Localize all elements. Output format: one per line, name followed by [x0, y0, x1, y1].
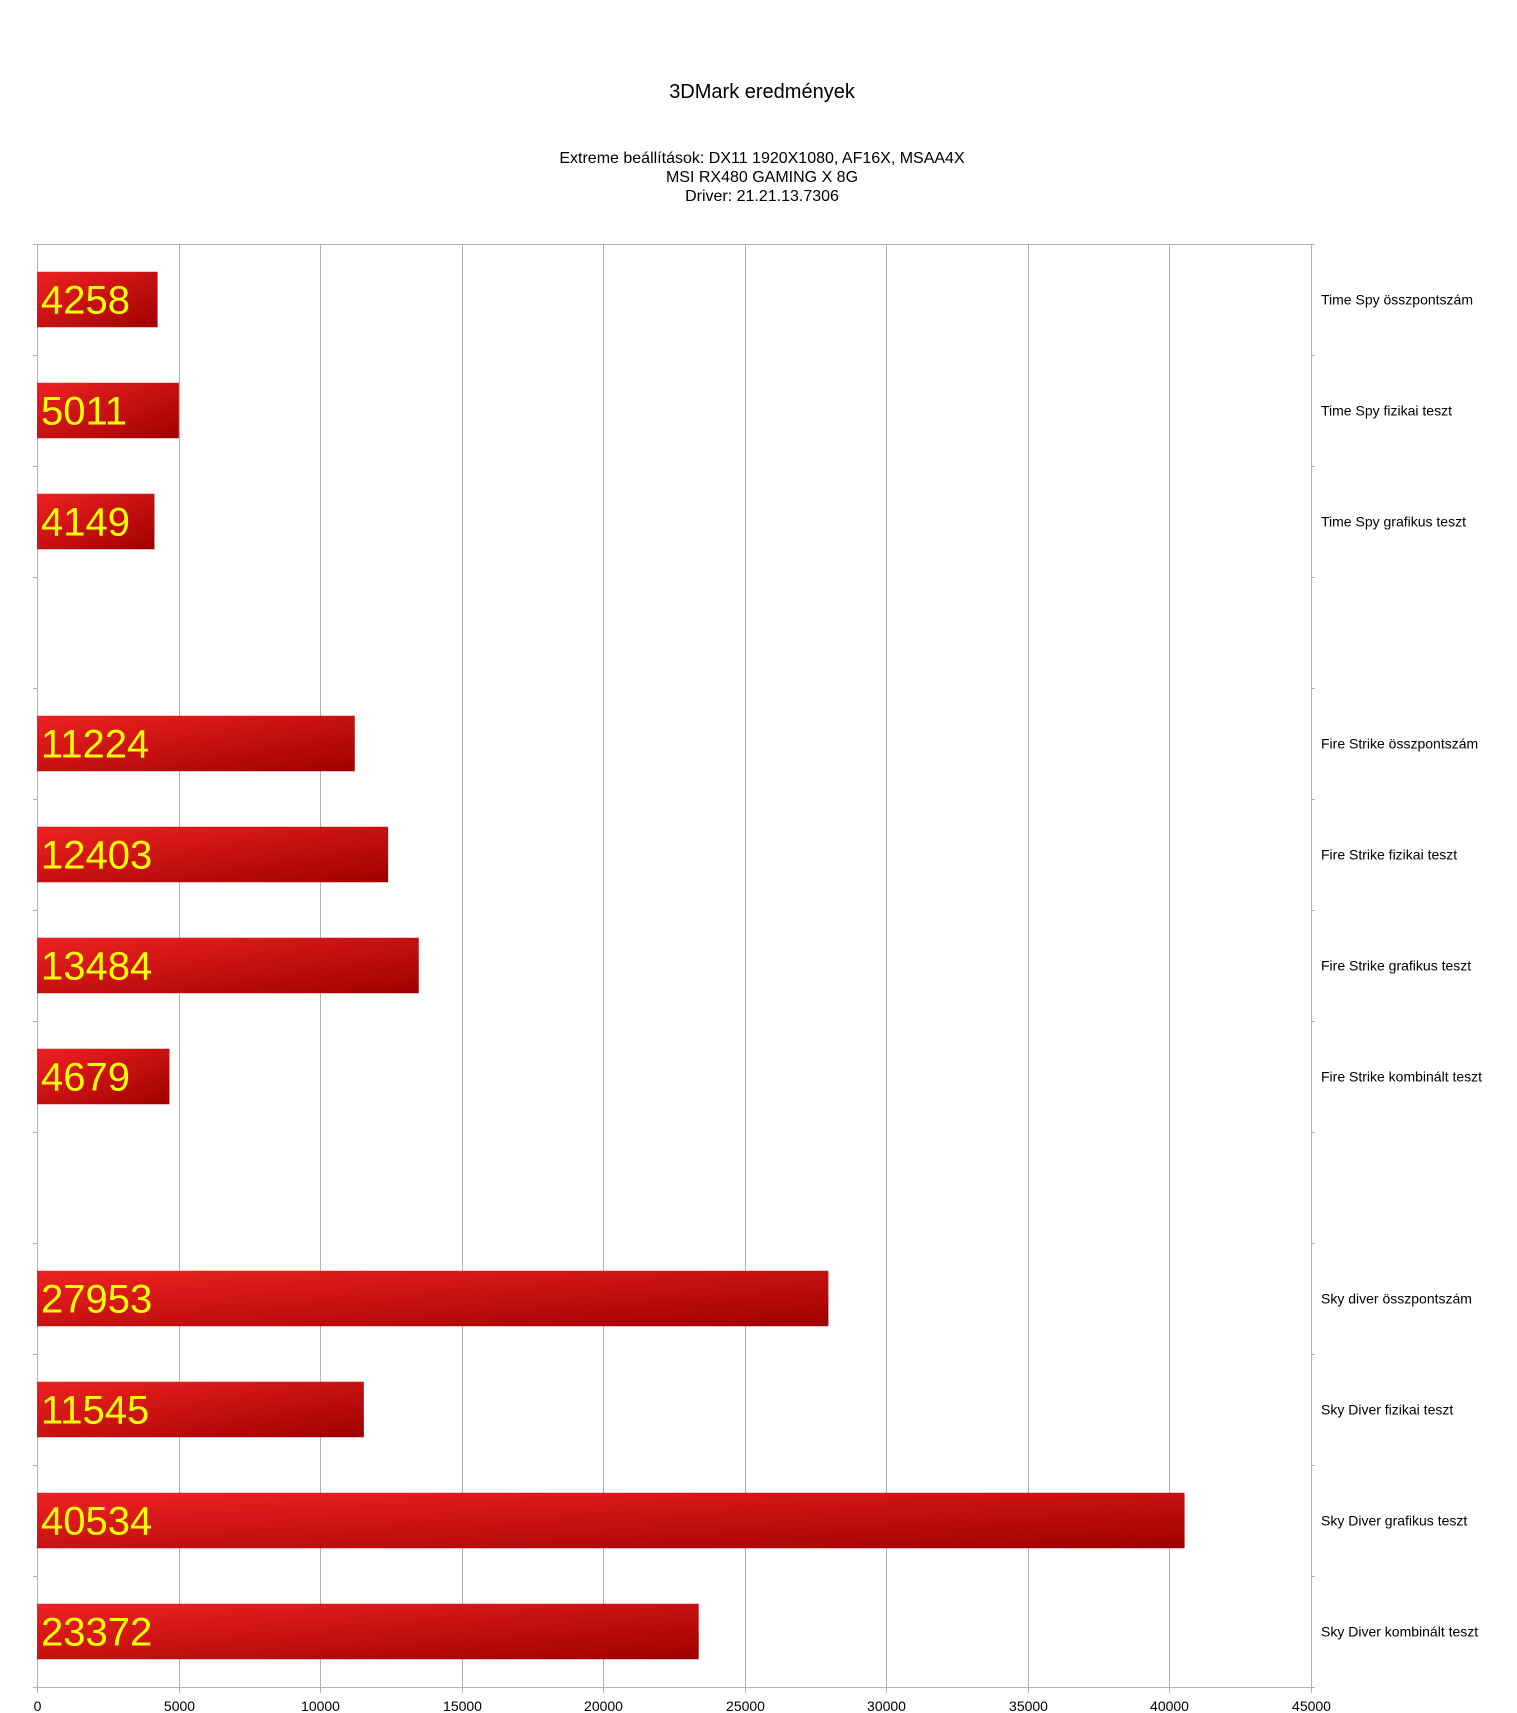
x-tick-label: 0 [33, 1698, 42, 1713]
x-tick-label: 10000 [301, 1698, 340, 1713]
bar [37, 1493, 1185, 1549]
category-label: Time Spy összpontszám [1321, 291, 1473, 308]
data-label: 27953 [41, 1277, 153, 1322]
category-label: Sky diver összpontszám [1321, 1290, 1472, 1307]
category-label: Fire Strike fizikai teszt [1321, 846, 1458, 863]
data-label: 12403 [41, 833, 153, 878]
x-tick-label: 45000 [1292, 1698, 1331, 1713]
data-label: 4258 [41, 278, 130, 323]
subtitle-line: Driver: 21.21.13.7306 [685, 188, 839, 205]
subtitle-line: MSI RX480 GAMING X 8G [665, 169, 859, 186]
x-tick-label: 30000 [867, 1698, 906, 1713]
category-label: Sky Diver fizikai teszt [1321, 1401, 1454, 1418]
data-label: 23372 [41, 1610, 153, 1655]
x-tick-label: 15000 [443, 1698, 482, 1713]
data-label: 13484 [41, 944, 153, 989]
bar-layer [37, 272, 1185, 1660]
chart-title: 3DMark eredmények [669, 81, 855, 103]
data-label: 5011 [41, 389, 128, 434]
data-label: 11224 [41, 722, 150, 767]
category-label: Fire Strike grafikus teszt [1321, 957, 1472, 974]
category-label: Fire Strike összpontszám [1321, 735, 1479, 752]
data-label: 4679 [41, 1055, 130, 1100]
subtitle-line: Extreme beállítások: DX11 1920X1080, AF16X, MSAA4X [559, 150, 965, 167]
data-label: 11545 [41, 1388, 150, 1433]
x-tick-label: 35000 [1009, 1698, 1048, 1713]
category-label: Fire Strike kombinált teszt [1321, 1068, 1483, 1085]
data-label: 4149 [41, 500, 130, 545]
x-tick-label: 5000 [163, 1698, 196, 1713]
x-tick-label: 25000 [726, 1698, 765, 1713]
category-label: Time Spy grafikus teszt [1321, 513, 1466, 530]
x-tick-label: 40000 [1150, 1698, 1189, 1713]
bar [37, 1271, 828, 1327]
x-tick-label: 20000 [584, 1698, 623, 1713]
category-label: Time Spy fizikai teszt [1321, 402, 1452, 419]
chart-subtitle [559, 150, 965, 205]
data-label: 40534 [41, 1499, 153, 1544]
category-label: Sky Diver grafikus teszt [1321, 1512, 1468, 1529]
category-label: Sky Diver kombinált teszt [1321, 1623, 1479, 1640]
